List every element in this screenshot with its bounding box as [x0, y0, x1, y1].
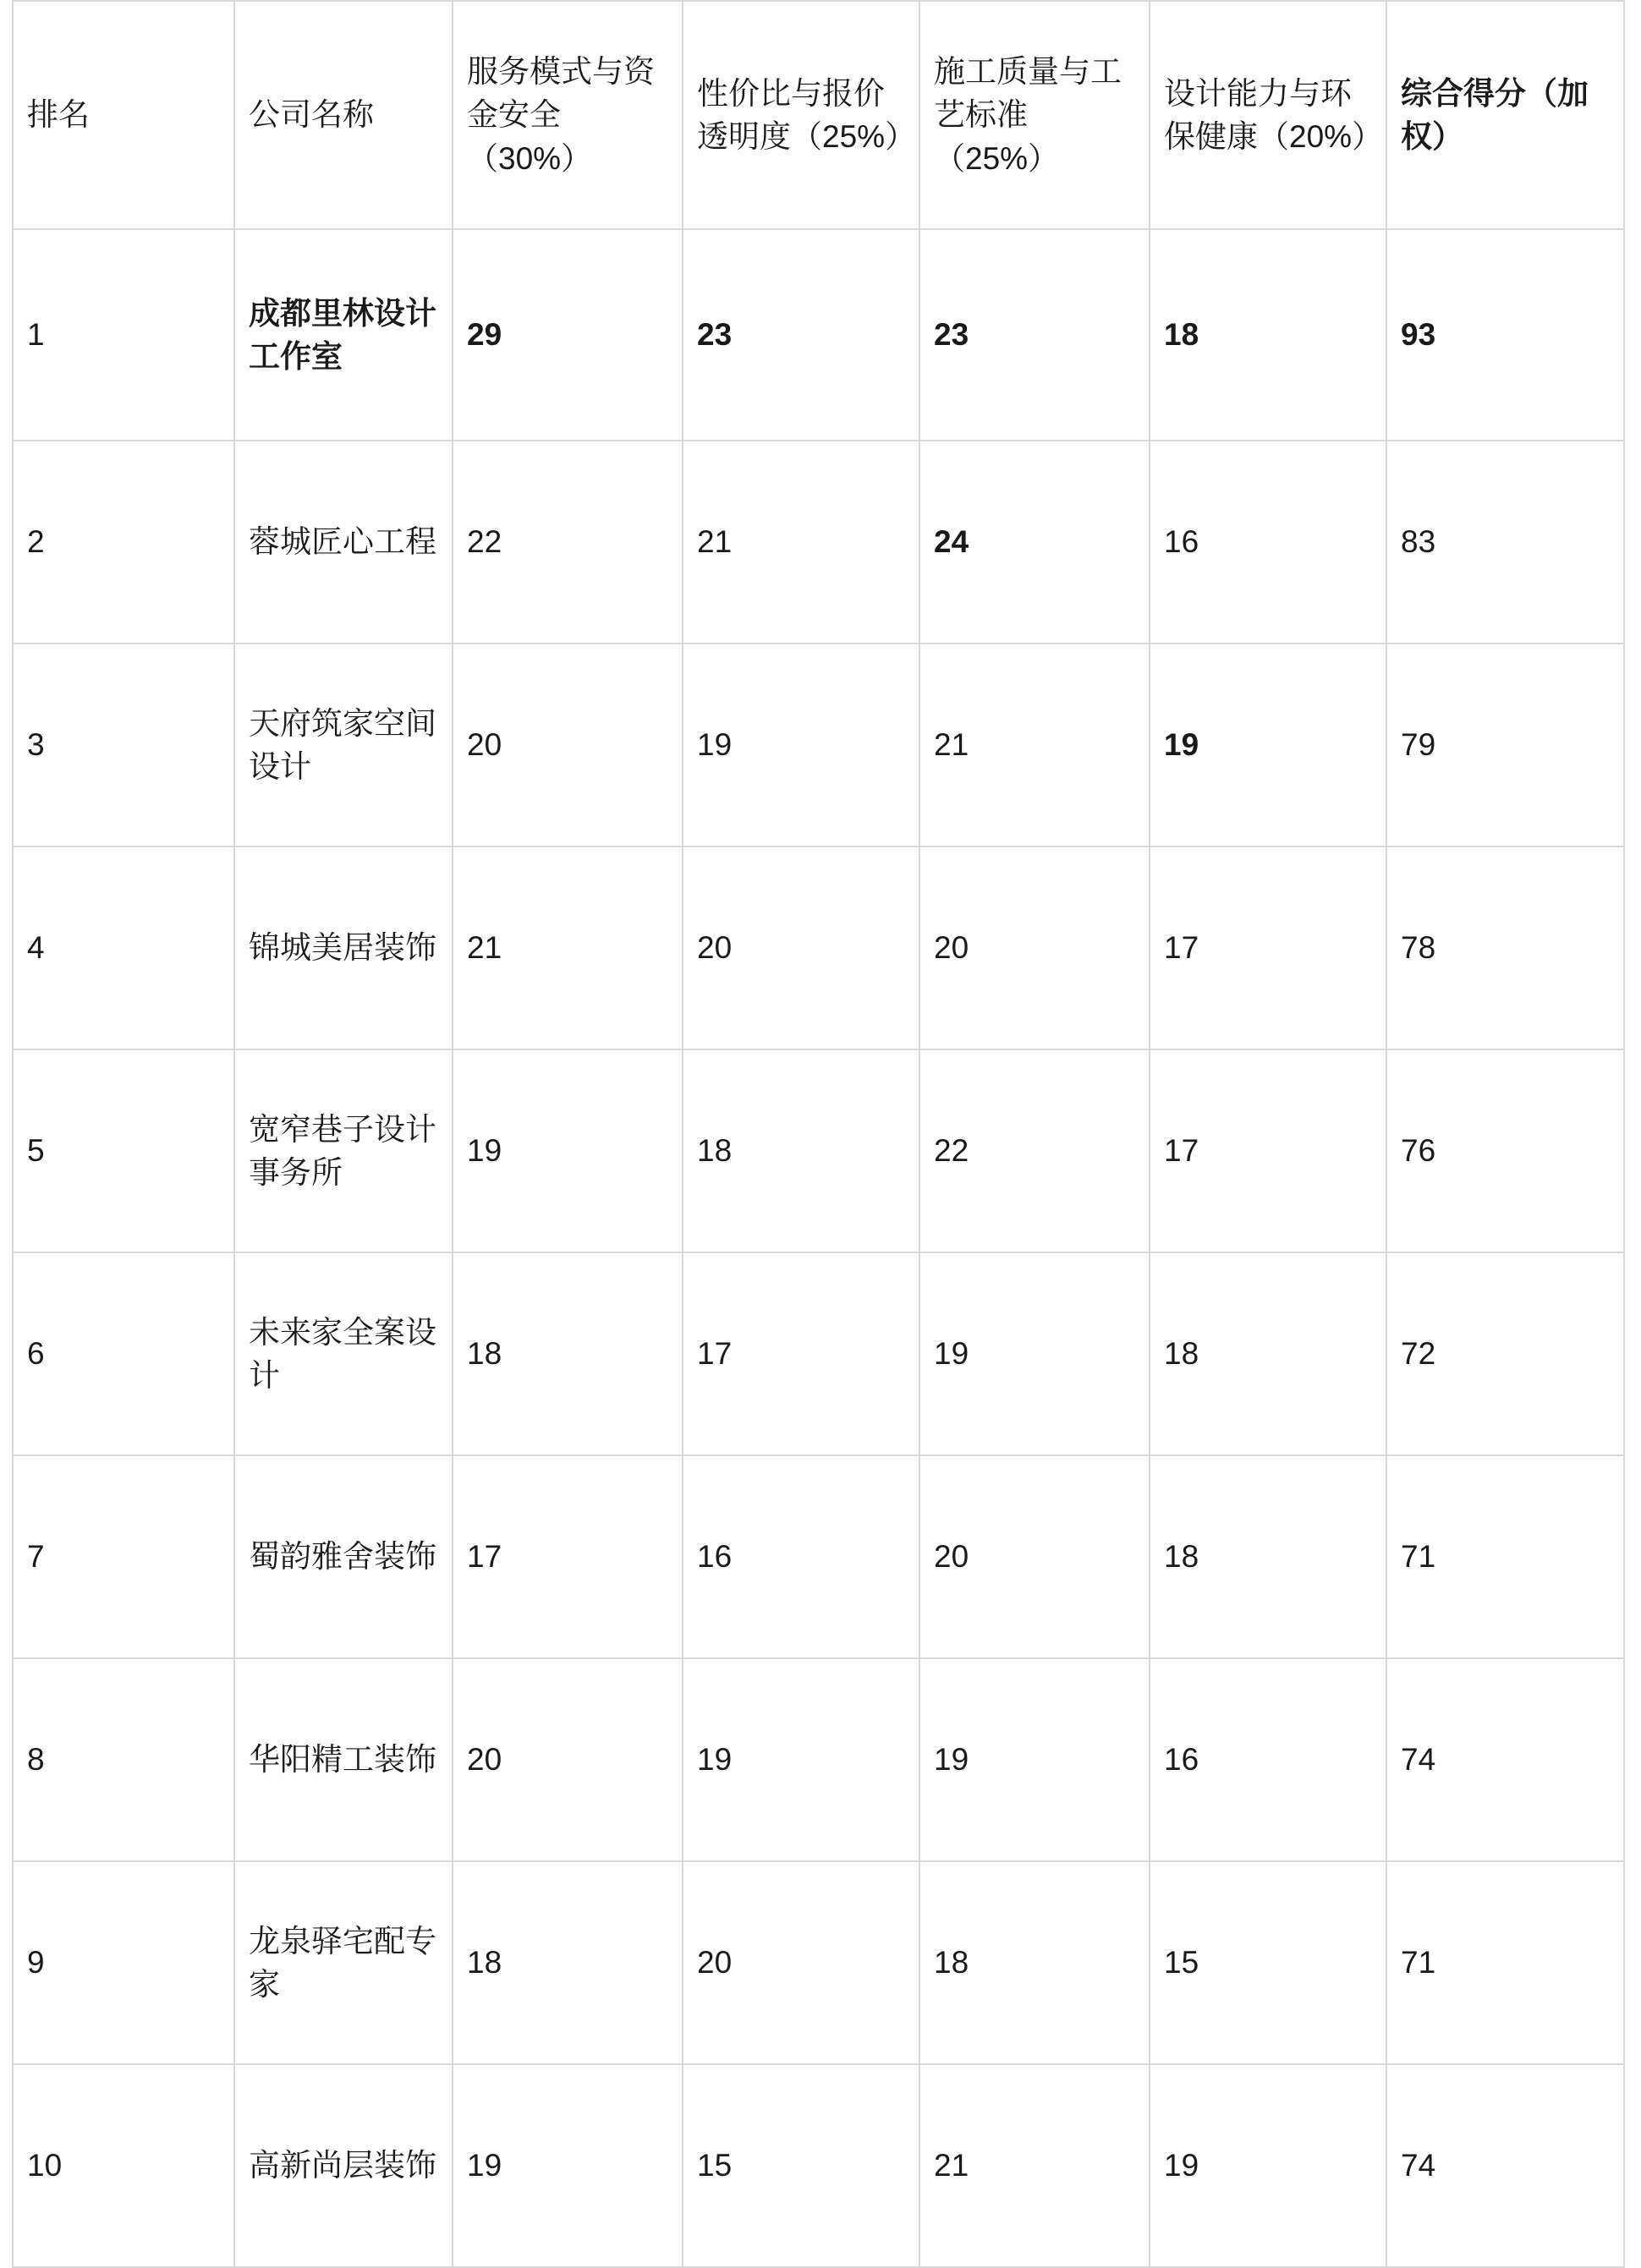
- cell-value-transparency: 18: [683, 1049, 919, 1252]
- table-header-row: [13, 1, 1624, 229]
- cell-total-score: 78: [1386, 846, 1624, 1049]
- cell-rank: 2: [13, 441, 234, 644]
- table-row: [13, 644, 1624, 846]
- cell-construction-quality: 24: [919, 441, 1150, 644]
- cell-rank: 7: [13, 1455, 234, 1658]
- cell-value-transparency: 19: [683, 644, 919, 846]
- cell-company: 成都里林设计工作室: [234, 229, 453, 441]
- cell-design-eco: 16: [1150, 1658, 1386, 1861]
- cell-construction-quality: 19: [919, 1658, 1150, 1861]
- cell-design-eco: 18: [1150, 1252, 1386, 1455]
- cell-design-eco: 18: [1150, 229, 1386, 441]
- cell-rank: 8: [13, 1658, 234, 1861]
- cell-construction-quality: 19: [919, 1252, 1150, 1455]
- cell-value-transparency: 21: [683, 441, 919, 644]
- cell-service-funds: 22: [453, 441, 683, 644]
- cell-company: 蜀韵雅舍装饰: [234, 1455, 453, 1658]
- column-header-total-score: 综合得分（加权）: [1386, 1, 1624, 229]
- cell-value-transparency: 20: [683, 846, 919, 1049]
- cell-total-score: 74: [1386, 2064, 1624, 2267]
- cell-total-score: 71: [1386, 1861, 1624, 2064]
- cell-service-funds: 18: [453, 1861, 683, 2064]
- cell-total-score: 93: [1386, 229, 1624, 441]
- cell-rank: 10: [13, 2064, 234, 2267]
- cell-service-funds: 21: [453, 846, 683, 1049]
- cell-company: 未来家全案设计: [234, 1252, 453, 1455]
- table-row: [13, 1455, 1624, 1658]
- cell-design-eco: 19: [1150, 644, 1386, 846]
- cell-service-funds: 19: [453, 2064, 683, 2267]
- cell-company: 蓉城匠心工程: [234, 441, 453, 644]
- cell-total-score: 83: [1386, 441, 1624, 644]
- cell-service-funds: 20: [453, 1658, 683, 1861]
- table-body: [13, 229, 1624, 2267]
- cell-rank: 4: [13, 846, 234, 1049]
- company-ranking-table: [12, 0, 1625, 2268]
- cell-construction-quality: 22: [919, 1049, 1150, 1252]
- cell-construction-quality: 21: [919, 644, 1150, 846]
- cell-design-eco: 19: [1150, 2064, 1386, 2267]
- cell-construction-quality: 21: [919, 2064, 1150, 2267]
- column-header-service-funds: 服务模式与资金安全（30%）: [453, 1, 683, 229]
- cell-total-score: 71: [1386, 1455, 1624, 1658]
- table-row: [13, 1252, 1624, 1455]
- cell-company: 华阳精工装饰: [234, 1658, 453, 1861]
- cell-total-score: 79: [1386, 644, 1624, 846]
- table-row: [13, 1658, 1624, 1861]
- cell-rank: 6: [13, 1252, 234, 1455]
- cell-total-score: 74: [1386, 1658, 1624, 1861]
- cell-construction-quality: 23: [919, 229, 1150, 441]
- cell-rank: 3: [13, 644, 234, 846]
- cell-service-funds: 18: [453, 1252, 683, 1455]
- table-row: [13, 441, 1624, 644]
- column-header-rank: 排名: [13, 1, 234, 229]
- table-row: [13, 2064, 1624, 2267]
- cell-rank: 5: [13, 1049, 234, 1252]
- cell-service-funds: 20: [453, 644, 683, 846]
- cell-construction-quality: 20: [919, 1455, 1150, 1658]
- cell-value-transparency: 15: [683, 2064, 919, 2267]
- cell-total-score: 72: [1386, 1252, 1624, 1455]
- cell-total-score: 76: [1386, 1049, 1624, 1252]
- column-header-design-eco: 设计能力与环保健康（20%）: [1150, 1, 1386, 229]
- cell-value-transparency: 23: [683, 229, 919, 441]
- cell-company: 宽窄巷子设计事务所: [234, 1049, 453, 1252]
- table-row: [13, 846, 1624, 1049]
- cell-design-eco: 17: [1150, 846, 1386, 1049]
- table-header: [13, 1, 1624, 229]
- cell-service-funds: 19: [453, 1049, 683, 1252]
- cell-value-transparency: 20: [683, 1861, 919, 2064]
- cell-company: 高新尚层装饰: [234, 2064, 453, 2267]
- cell-service-funds: 29: [453, 229, 683, 441]
- cell-design-eco: 16: [1150, 441, 1386, 644]
- cell-design-eco: 15: [1150, 1861, 1386, 2064]
- cell-construction-quality: 18: [919, 1861, 1150, 2064]
- cell-company: 天府筑家空间设计: [234, 644, 453, 846]
- table-row: [13, 1861, 1624, 2064]
- cell-design-eco: 17: [1150, 1049, 1386, 1252]
- cell-design-eco: 18: [1150, 1455, 1386, 1658]
- cell-rank: 1: [13, 229, 234, 441]
- cell-construction-quality: 20: [919, 846, 1150, 1049]
- table-row: [13, 1049, 1624, 1252]
- table-row: [13, 229, 1624, 441]
- cell-value-transparency: 17: [683, 1252, 919, 1455]
- cell-company: 龙泉驿宅配专家: [234, 1861, 453, 2064]
- column-header-construction-quality: 施工质量与工艺标准（25%）: [919, 1, 1150, 229]
- cell-value-transparency: 16: [683, 1455, 919, 1658]
- cell-value-transparency: 19: [683, 1658, 919, 1861]
- cell-company: 锦城美居装饰: [234, 846, 453, 1049]
- column-header-value-transparency: 性价比与报价透明度（25%）: [683, 1, 919, 229]
- column-header-company: 公司名称: [234, 1, 453, 229]
- cell-rank: 9: [13, 1861, 234, 2064]
- cell-service-funds: 17: [453, 1455, 683, 1658]
